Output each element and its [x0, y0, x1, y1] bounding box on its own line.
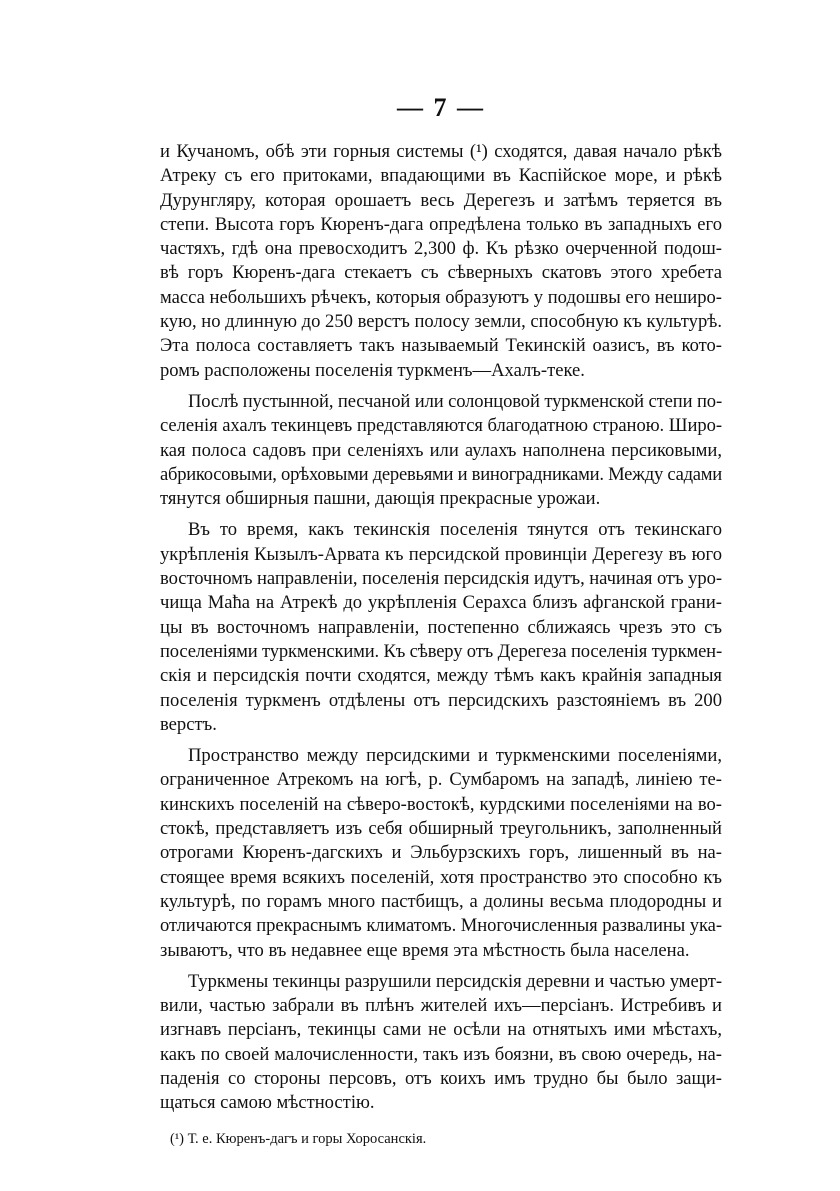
text-line: кинскихъ поселеній на сѣверо-востокѣ, курдскими поселеніями на во-	[160, 793, 722, 815]
text-line: восточномъ направленіи, поселенія персидскія идутъ, начиная отъ уро-	[160, 568, 722, 590]
footnote	[160, 1130, 722, 1148]
text-line: селенія ахалъ текинцевъ представляются благодатною страною. Широ-	[160, 415, 723, 437]
footnote-text: (¹) Т. е. Кюренъ-дагъ и горы Хоросанскія.	[170, 1130, 427, 1147]
text-line: поселеніями туркменскими. Къ сѣверу отъ Дерегеза поселенія туркмен-	[160, 640, 722, 662]
paragraph-2	[160, 390, 722, 511]
text-line: культурѣ, по горамъ много пастбищъ, а долины весьма плодородны и	[160, 890, 722, 912]
text-line: стокѣ, представляетъ изъ себя обширный треугольникъ, заполненный	[160, 818, 722, 840]
page-number: — 7 —	[397, 93, 485, 122]
paragraph-1	[160, 140, 722, 383]
text-line: Пространство между персидскими и туркменскими поселеніями,	[188, 745, 722, 767]
text-line: Дурунгляру, которая орошаетъ весь Дерегезъ и затѣмъ теряется въ	[160, 189, 723, 211]
text-line: вили, частью забрали въ плѣнъ жителей ихъ—персіанъ. Истребивъ и	[160, 995, 722, 1017]
text-line: и Кучаномъ, обѣ эти горныя системы (¹) сходятся, давая начало рѣкѣ	[160, 141, 722, 162]
text-line: Туркмены текинцы разрушили персидскія деревни и частью умерт-	[188, 970, 722, 992]
text-line: зываютъ, что въ недавнее еще время эта мѣстность была населена.	[160, 939, 690, 961]
text-line: верстъ.	[160, 713, 217, 735]
text-line: поселенія туркменъ отдѣлены отъ персидскихъ разстояніемъ въ 200	[160, 689, 722, 711]
text-line: ромъ расположены поселенія туркменъ—Ахалъ-теке.	[160, 359, 585, 381]
text-line: степи. Высота горъ Кюренъ-дага опредѣлена только въ западныхъ его	[160, 213, 722, 235]
text-line: абрикосовыми, орѣховыми деревьями и виноградниками. Между садами	[160, 463, 723, 485]
text-line: отрогами Кюренъ-дагскихъ и Эльбурзскихъ горъ, лишенный въ на-	[160, 842, 722, 864]
text-line: цы въ восточномъ направленіи, постепенно сближаясь чрезъ это съ	[160, 616, 722, 638]
text-line: Послѣ пустынной, песчаной или солонцовой туркменской степи по-	[188, 390, 723, 412]
text-line: отличаются прекраснымъ климатомъ. Многочисленныя развалины ука-	[160, 915, 722, 937]
text-line: масса небольшихъ рѣчекъ, которыя образуютъ у подошвы его неширо-	[160, 286, 722, 308]
paragraph-5	[160, 970, 722, 1116]
text-line: Эта полоса составляетъ такъ называемый Текинскій оазисъ, въ кото-	[160, 335, 722, 357]
text-line: чища Маћа на Атрекѣ до укрѣпленія Серахса близъ афганской грани-	[160, 592, 722, 614]
paragraph-4	[160, 744, 722, 963]
text-line: скія и персидскія почти сходятся, между тѣмъ какъ крайнія западныя	[160, 665, 722, 687]
text-line: укрѣпленія Кызылъ-Арвата къ персидской провинціи Дерегезу въ юго	[160, 543, 722, 565]
text-line: какъ по своей малочисленности, такъ изъ боязни, въ свою очередь, на-	[160, 1043, 722, 1065]
text-line: кая полоса садовъ при селеніяхъ или аулахъ наполнена персиковыми,	[160, 439, 722, 461]
text-line: частяхъ, гдѣ она превосходитъ 2,300 ф. Къ рѣзко очерченной подош-	[160, 238, 722, 260]
text-line: щаться самою мѣстностію.	[160, 1092, 375, 1114]
text-line: стоящее время всякихъ поселеній, хотя пространство это способно къ	[160, 866, 722, 888]
text-line: Въ то время, какъ текинскія поселенія тянутся отъ текинскаго	[188, 519, 722, 541]
text-line: кую, но длинную до 250 верстъ полосу земли, способную къ культурѣ.	[160, 311, 723, 333]
book-page	[160, 92, 722, 1148]
text-line: Атреку съ его притоками, впадающими въ Каспійское море, и рѣкѣ	[160, 165, 722, 187]
text-line: тянутся обширныя пашни, дающія прекрасные урожаи.	[160, 488, 601, 510]
text-line: ограниченное Атрекомъ на югѣ, р. Сумбаромъ на западѣ, линіею те-	[160, 769, 722, 791]
paragraph-3	[160, 518, 722, 737]
text-line: паденія со стороны персовъ, отъ коихъ имъ трудно бы было защи-	[160, 1067, 722, 1089]
text-line: изгнавъ персіанъ, текинцы сами не осѣли на отнятыхъ ими мѣстахъ,	[160, 1019, 722, 1041]
text-line: вѣ горъ Кюренъ-дага стекаетъ съ сѣверныхъ скатовъ этого хребета	[160, 262, 722, 284]
